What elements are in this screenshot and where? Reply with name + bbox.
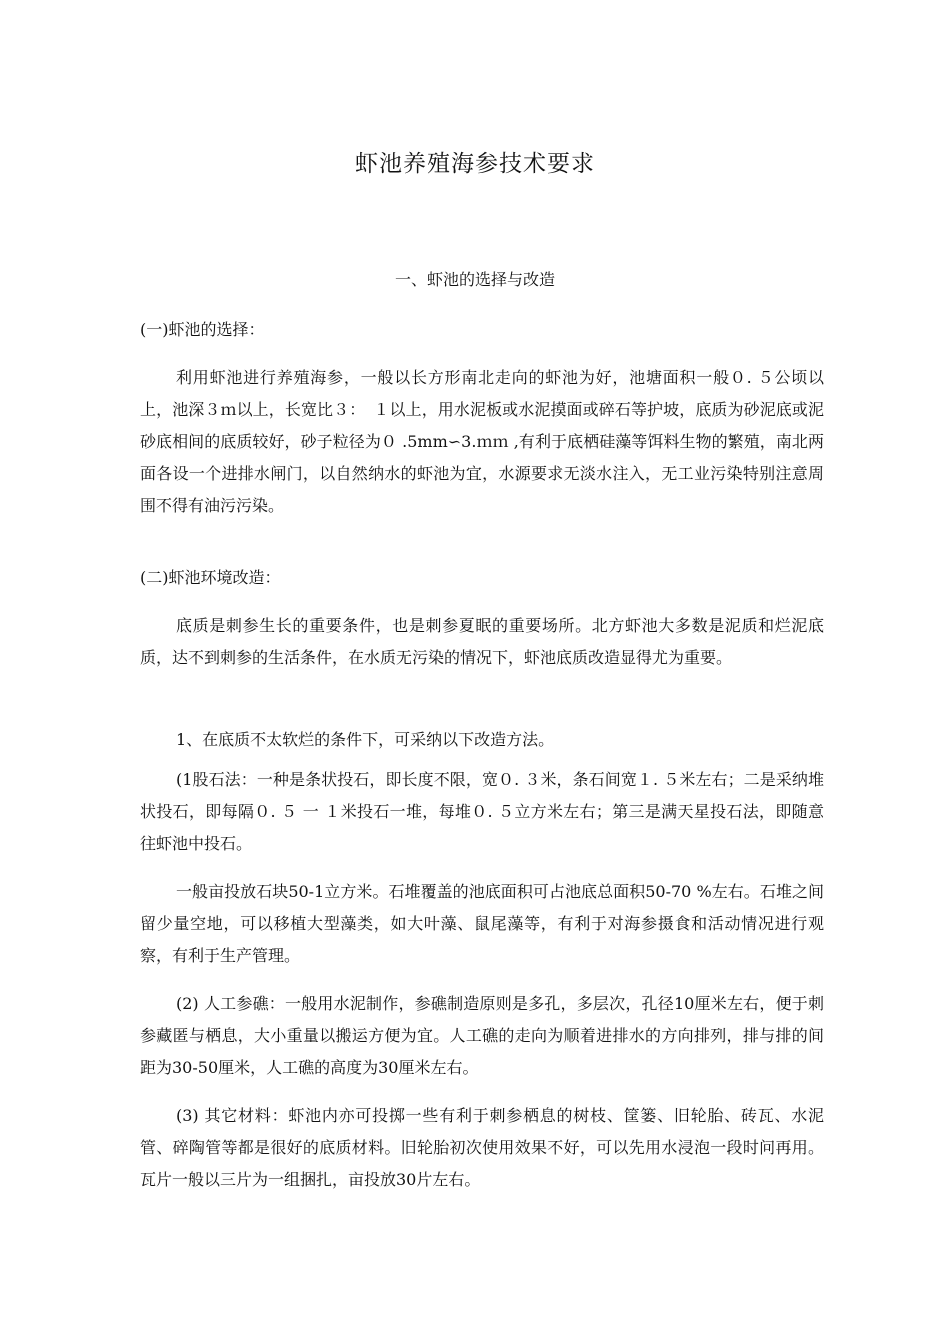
subsection-2-paragraph-5: (2) 人工参礁：一般用水泥制作，参礁制造原则是多孔，多层次，孔径10厘米左右，便于刺参藏匿与栖息，大小重量以搬运方便为宜。人工礁的走向为顺着进排水的方向排列，排与排的间距为30-50厘米，人工礁的高度为30厘米左右。 [140, 994, 824, 1077]
subsection-2-paragraph-1: 底质是刺参生长的重要条件，也是刺参夏眠的重要场所。北方虾池大多数是泥质和烂泥底质，达不到刺参的生活条件，在水质无污染的情况下，虾池底质改造显得尤为重要。 [140, 616, 824, 667]
section-heading-1: 一、虾池的选择与改造 [394, 270, 555, 289]
subsection-2-paragraph-2: 1、在底质不太软烂的条件下，可采纳以下改造方法。 [176, 730, 555, 749]
subsection-2-paragraph-3: (1股石法：一种是条状投石，即长度不限，宽０. ３米，条石间宽１. ５米左右；二是采纳堆状投石，即每隔０. ５ 一 １米投石一堆，每堆０. ５立方米左右；第三是满天星投石法，即随意往虾池中投石。 [140, 770, 824, 853]
subsection-2-paragraph-4: 一般亩投放石块50-1立方米。石堆覆盖的池底面积可占池底总面积50-70 %左右。石堆之间留少量空地，可以移植大型藻类，如大叶藻、鼠尾藻等，有利于对海参摄食和活动情况进行观察，有利于生产管理。 [140, 882, 824, 965]
document-title: 虾池养殖海参技术要求 [355, 151, 595, 177]
subsection-heading-2: (二)虾池环境改造： [140, 568, 281, 587]
subsection-heading-1: (一)虾池的选择： [140, 320, 265, 339]
subsection-2-paragraph-6: (3) 其它材料：虾池内亦可投掷一些有利于刺参栖息的树枝、筐篓、旧轮胎、砖瓦、水泥管、碎陶管等都是很好的底质材料。旧轮胎初次使用效果不好，可以先用水浸泡一段时问再用。瓦片一般以三片为一组捆扎，亩投放30片左右。 [140, 1106, 824, 1189]
subsection-1-paragraph: 利用虾池进行养殖海参，一般以长方形南北走向的虾池为好，池塘面积一般０. ５公顷以上，池深３ｍ以上，长宽比３： １以上，用水泥板或水泥摸面或碎石等护坡，底质为砂泥底或泥砂底相间的底质较好，砂子粒径为０ .5mm∽3.ｍｍ ,有利于底栖硅藻等饵料生物的繁殖，南北两面各设一个进排水闸门，以自然纳水的虾池为宜，水源要求无淡水注入，无工业污染特别注意周围不得有油污污染。 [140, 368, 824, 515]
